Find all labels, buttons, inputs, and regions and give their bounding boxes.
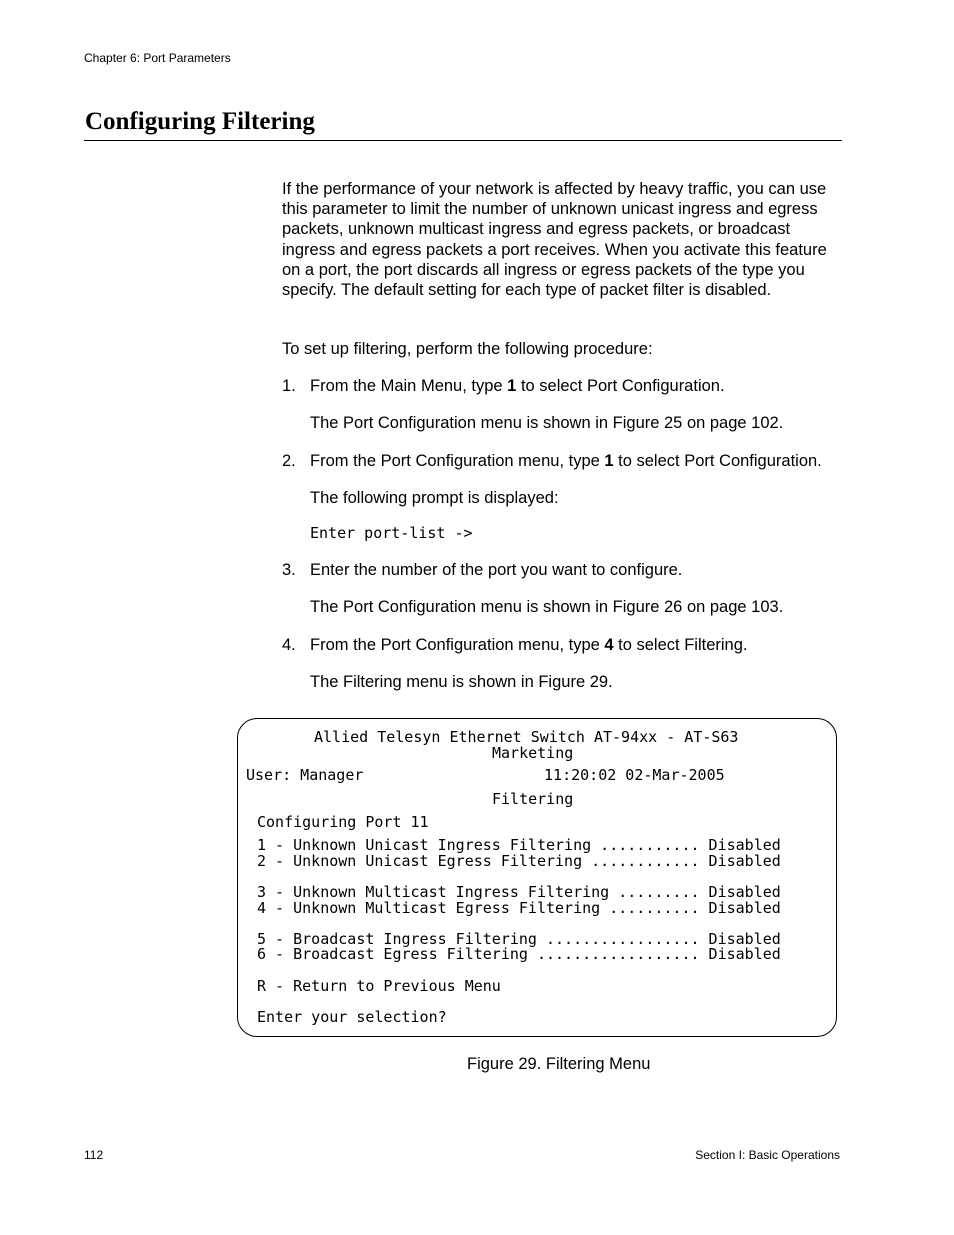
- step-number: 3.: [282, 561, 296, 579]
- page-title: Configuring Filtering: [85, 108, 315, 135]
- page-number: 112: [84, 1148, 104, 1162]
- terminal-user-line: User: Manager 11:20:02 02-Mar-2005: [246, 766, 725, 784]
- terminal-option-2: 2 - Unknown Unicast Egress Filtering ............ Disabled: [257, 852, 781, 870]
- terminal-prompt: Enter your selection?: [257, 1008, 447, 1026]
- terminal-option-4: 4 - Unknown Multicast Egress Filtering .......... Disabled: [257, 899, 781, 917]
- step-number: 2.: [282, 452, 296, 470]
- step-number: 1.: [282, 377, 296, 395]
- terminal-option-3: 3 - Unknown Multicast Ingress Filtering ......... Disabled: [257, 883, 781, 901]
- step-2-note: The following prompt is displayed:: [310, 489, 559, 507]
- section-footer: Section I: Basic Operations: [695, 1148, 840, 1162]
- prompt-code: Enter port-list ->: [310, 524, 473, 542]
- intro-paragraph: If the performance of your network is affected by heavy traffic, you can use this parameter to limit the number of unknown unicast ingress and egress packets, unknown multicast ingress and egress packets, or broadcast ingress and egress packets a port receives. When you activate this feature on a port, the port discards all ingress or egress packets of the type you specify. The default setting for each type of packet filter is disabled.: [282, 180, 827, 300]
- step-4-note: The Filtering menu is shown in Figure 29.: [310, 673, 613, 691]
- terminal-option-6: 6 - Broadcast Egress Filtering .................. Disabled: [257, 945, 781, 963]
- step-3-note: The Port Configuration menu is shown in Figure 26 on page 103.: [310, 598, 784, 616]
- step-text: From the Main Menu, type 1 to select Port Configuration.: [310, 377, 725, 395]
- title-rule: [84, 140, 842, 141]
- terminal-option-5: 5 - Broadcast Ingress Filtering ................. Disabled: [257, 930, 781, 948]
- step-text: From the Port Configuration menu, type 4 to select Filtering.: [310, 636, 748, 654]
- terminal-location: Marketing: [492, 744, 574, 762]
- terminal-system-name: Allied Telesyn Ethernet Switch AT-94xx - AT-S63: [314, 728, 739, 746]
- step-text: Enter the number of the port you want to configure.: [310, 561, 683, 579]
- step-1-note: The Port Configuration menu is shown in Figure 25 on page 102.: [310, 414, 784, 432]
- procedure-lead-in: To set up filtering, perform the following procedure:: [282, 340, 653, 358]
- figure-caption: Figure 29. Filtering Menu: [467, 1055, 651, 1073]
- terminal-option-1: 1 - Unknown Unicast Ingress Filtering ........... Disabled: [257, 836, 781, 854]
- terminal-port-line: Configuring Port 11: [257, 813, 429, 831]
- step-text: From the Port Configuration menu, type 1 to select Port Configuration.: [310, 452, 822, 470]
- terminal-return-option: R - Return to Previous Menu: [257, 977, 501, 995]
- terminal-menu-title: Filtering: [492, 790, 574, 808]
- terminal-screen: [237, 718, 837, 1037]
- running-header: Chapter 6: Port Parameters: [84, 51, 231, 65]
- step-number: 4.: [282, 636, 296, 654]
